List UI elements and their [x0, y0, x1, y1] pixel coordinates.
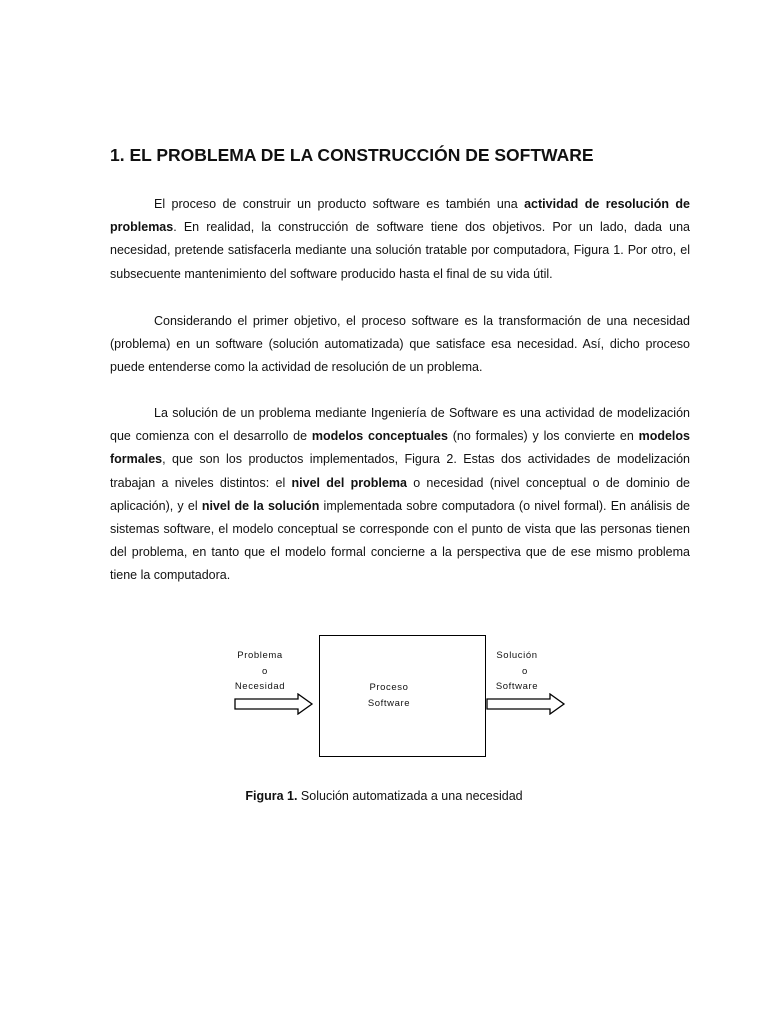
paragraph-1-text: El proceso de construir un producto software es también una	[154, 197, 525, 211]
paragraph-2	[110, 310, 690, 380]
section-heading: 1. EL PROBLEMA DE LA CONSTRUCCIÓN DE SOFTWARE	[110, 145, 594, 165]
paragraph-3-bold: modelos formales	[110, 429, 690, 467]
paragraph-3	[110, 402, 690, 588]
paragraph-3-bold: modelos conceptuales	[311, 429, 448, 444]
paragraph-3-text: implementada sobre computadora (o nivel formal). En análisis de sistemas software, el modelo conceptual se corresponde con el punto de vista que las personas tienen del problema, en tanto que el modelo formal concierne a la perspectiva que de ese mismo problema tiene la computadora.	[110, 498, 691, 583]
paragraph-3-text: , que son los productos implementados, Figura 2. Estas dos actividades de modelización trabajan a niveles distintos: el	[110, 452, 690, 490]
figure-caption	[0, 789, 768, 803]
output-label-line: Software	[495, 681, 539, 692]
paragraph-3-text: (no formales) y los convierte en	[447, 429, 639, 444]
output-arrow-icon	[486, 693, 566, 715]
output-label-line: Solución	[496, 650, 538, 661]
paragraph-3-bold: nivel de la solución	[201, 498, 320, 513]
process-label	[349, 680, 429, 711]
paragraph-1-bold: actividad de resolución de problemas	[110, 197, 690, 235]
process-label-line: Proceso	[369, 682, 409, 693]
input-label-line: o	[262, 665, 268, 677]
input-label-line: Problema	[237, 650, 283, 661]
paragraph-2-text: Considerando el primer objetivo, el proceso software es la transformación de una necesidad (problema) en un software (solución automatizada) que satisface esa necesidad. Así, dicho proceso puede entenderse como la actividad de resolución de un problema.	[110, 314, 690, 375]
paragraph-1	[110, 193, 690, 286]
input-label	[228, 648, 292, 695]
caption-label: Figura 1.	[245, 789, 298, 803]
output-label-line: o	[522, 665, 528, 677]
input-label-line: Necesidad	[234, 681, 286, 692]
input-arrow-icon	[234, 693, 314, 715]
paragraph-1-text: . En realidad, la construcción de software tiene dos objetivos. Por un lado, dada una necesidad, pretende satisfacerla mediante una solución tratable por computadora, Figura 1. Por otro, el subsecuente mantenimiento del software producido hasta el final de su vida útil.	[110, 220, 690, 281]
paragraph-3-bold: nivel del problema	[291, 475, 407, 490]
caption-text: Solución automatizada a una necesidad	[297, 789, 523, 803]
process-label-line: Software	[367, 697, 411, 709]
paragraph-3-text: o necesidad (nivel conceptual o de dominio de aplicación), y el	[110, 475, 690, 513]
output-label	[487, 648, 547, 695]
paragraph-3-text: La solución de un problema mediante Ingeniería de Software es una actividad de modelización que comienza con el desarrollo de	[110, 406, 690, 444]
